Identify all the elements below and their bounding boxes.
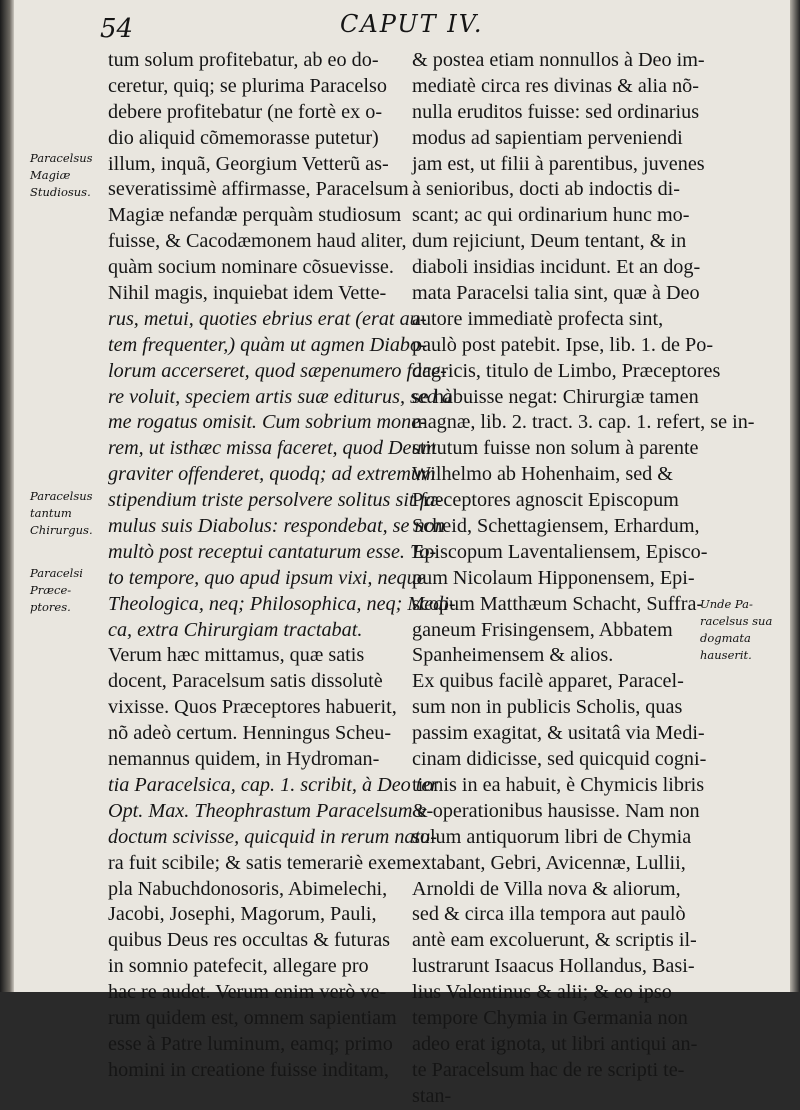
- text-line: illum, inquã, Georgium Vetterũ as-: [108, 152, 389, 175]
- text-line: modus ad sapientiam perveniendi: [412, 126, 683, 149]
- text-line: antè eam excoluerunt, & scriptis il-: [412, 929, 697, 952]
- text-line: Scheid, Schettagiensem, Erhardum,: [412, 515, 700, 538]
- text-line: doctum scivisse, quicquid in rerum natu-: [108, 825, 437, 848]
- text-line: extabant, Gebri, Avicennæ, Lullii,: [412, 851, 686, 874]
- text-line: severatissimè affirmasse, Paracelsum: [108, 178, 409, 201]
- margin-note-line: tantum: [30, 506, 72, 520]
- text-line: sum non in publicis Scholis, quas: [412, 696, 683, 719]
- text-line: graviter offenderet, quodq; ad extremum: [108, 463, 436, 486]
- text-line: tempore Chymia in Germania non: [412, 1006, 688, 1029]
- text-line: tia Paracelsica, cap. 1. scribit, à Deo ter: [108, 773, 439, 796]
- margin-note-line: Præce-: [30, 583, 72, 597]
- text-line: vixisse. Quos Præceptores habuerit,: [108, 696, 397, 719]
- left-text-column: [108, 48, 456, 1084]
- text-line: dum rejiciunt, Deum tentant, & in: [412, 230, 687, 253]
- margin-note-line: Magiæ: [30, 168, 71, 182]
- text-line: Wilhelmo ab Hohenhaim, sed &: [412, 463, 674, 486]
- margin-note-line: Paracelsus: [30, 151, 93, 165]
- text-line: debere profitebatur (ne fortè ex o-: [108, 100, 383, 123]
- margin-note-line: dogmata: [700, 631, 751, 645]
- text-line: lustrarunt Isaacus Hollandus, Basi-: [412, 955, 695, 978]
- text-line: passim exagitat, & usitatâ via Medi-: [412, 722, 705, 745]
- margin-note-line: Chirurgus.: [30, 523, 93, 537]
- text-line: ceretur, quiq; se plurima Paracelso: [108, 74, 387, 97]
- text-line: docent, Paracelsum satis dissolutè: [108, 670, 383, 693]
- text-line: autore immediatè profecta sint,: [412, 307, 664, 330]
- text-line: paulò post patebit. Ipse, lib. 1. de Po-: [412, 333, 714, 356]
- text-line: diaboli insidias incidunt. Et an dog-: [412, 256, 701, 279]
- text-line: tem frequenter,) quàm ut agmen Diabo-: [108, 333, 427, 356]
- text-line: fuisse, & Cacodæmonem haud aliter,: [108, 230, 407, 253]
- text-line: in somnio patefecit, allegare pro: [108, 955, 369, 978]
- margin-note-surgeon: [30, 488, 112, 539]
- text-line: dio aliquid cõmemorasse putetur): [108, 126, 379, 149]
- page-edge-left: [0, 0, 14, 992]
- margin-note-line: Studiosus.: [30, 185, 91, 199]
- text-line: ra fuit scibile; & satis temerariè exem-: [108, 851, 419, 874]
- text-line: Jacobi, Josephi, Magorum, Pauli,: [108, 903, 377, 926]
- text-line: pla Nabuchdonosoris, Abimelechi,: [108, 877, 388, 900]
- text-line: mediatè circa res divinas & alia nõ-: [412, 74, 699, 97]
- margin-note-line: Paracelsi: [30, 566, 83, 580]
- text-line: Opt. Max. Theophrastum Paracelsum e-: [108, 799, 434, 822]
- text-line: te Paracelsum hac de re scripti te-: [412, 1058, 685, 1081]
- text-line: rus, metui, quoties ebrius erat (erat au-: [108, 307, 427, 330]
- text-line: mata Paracelsi talia sint, quæ à Deo: [412, 282, 700, 305]
- text-line: stan-: [412, 1084, 452, 1107]
- text-line: Ex quibus facilè apparet, Paracel-: [412, 670, 684, 693]
- text-line: homini in creatione fuisse inditam,: [108, 1058, 389, 1081]
- running-head: CAPUT IV.: [340, 10, 484, 38]
- margin-note-line: hauserit.: [700, 648, 752, 662]
- text-line: Magiæ nefandæ perquàm studiosum: [108, 204, 402, 227]
- margin-note-magic: [30, 150, 112, 201]
- text-line: & postea etiam nonnullos à Deo im-: [412, 49, 705, 71]
- text-line: lorum accerseret, quod sæpenumero face-: [108, 359, 447, 382]
- text-line: nulla eruditos fuisse: sed ordinarius: [412, 100, 700, 123]
- text-line: ca, extra Chirurgiam tractabat.: [108, 618, 363, 641]
- text-line: sed & circa illa tempora aut paulò: [412, 903, 686, 926]
- text-line: à senioribus, docti ab indoctis di-: [412, 178, 680, 201]
- margin-note-line: Paracelsus: [30, 489, 93, 503]
- text-line: solum antiquorum libri de Chymia: [412, 825, 692, 848]
- text-line: tum solum profitebatur, ab eo do-: [108, 49, 379, 71]
- text-line: scant; ac qui ordinarium hunc mo-: [412, 204, 690, 227]
- text-line: se habuisse negat: Chirurgiæ tamen: [412, 385, 699, 408]
- text-line: me rogatus omisit. Cum sobrium mone-: [108, 411, 427, 434]
- text-line: esse à Patre luminum, eamq; primo: [108, 1032, 393, 1055]
- text-line: & operationibus hausisse. Nam non: [412, 799, 700, 822]
- margin-note-line: racelsus sua: [700, 614, 773, 628]
- margin-note-teachers: [30, 565, 112, 616]
- text-line: nemannus quidem, in Hydroman-: [108, 748, 380, 771]
- text-line: Episcopum Laventaliensem, Episco-: [412, 540, 708, 563]
- text-line: hac re audet. Verum enim verò ve-: [108, 981, 387, 1004]
- text-line: pum Nicolaum Hipponensem, Epi-: [412, 566, 695, 589]
- text-line: to tempore, quo apud ipsum vixi, neque: [108, 566, 426, 589]
- text-line: lius Valentinus & alii; & eo ipso: [412, 981, 672, 1004]
- text-line: Præceptores agnoscit Episcopum: [412, 489, 679, 512]
- text-line: rem, ut isthæc missa faceret, quod Deum: [108, 437, 437, 460]
- margin-note-sources: [700, 596, 795, 664]
- margin-note-line: Unde Pa-: [700, 597, 753, 611]
- text-line: stitutum fuisse non solum à parente: [412, 437, 699, 460]
- text-line: tionis in ea habuit, è Chymicis libris: [412, 773, 705, 796]
- page-number: 54: [100, 14, 134, 44]
- text-line: Verum hæc mittamus, quæ satis: [108, 644, 365, 667]
- text-line: re voluit, speciem artis suæ editurus, sed à: [108, 385, 453, 408]
- text-line: Theologica, neq; Philosophica, neq; Medi-: [108, 592, 456, 615]
- margin-note-line: ptores.: [30, 600, 71, 614]
- text-line: magnæ, lib. 2. tract. 3. cap. 1. refert, se in-: [412, 411, 755, 434]
- text-line: scopum Matthæum Schacht, Suffra-: [412, 592, 704, 615]
- text-line: quibus Deus res occultas & futuras: [108, 929, 391, 952]
- text-line: rum quidem est, omnem sapientiam: [108, 1006, 397, 1029]
- text-line: Nihil magis, inquiebat idem Vette-: [108, 282, 387, 305]
- text-line: adeo erat ignota, ut libri antiqui an-: [412, 1032, 698, 1055]
- page-edge-right: [790, 0, 800, 992]
- text-line: jam est, ut filii à parentibus, juvenes: [412, 152, 705, 175]
- text-line: quàm socium nominare cõsuevisse.: [108, 256, 394, 279]
- text-line: stipendium triste persolvere solitus sit fa-: [108, 489, 443, 512]
- text-line: Arnoldi de Villa nova & aliorum,: [412, 877, 681, 900]
- text-line: ganeum Frisingensem, Abbatem: [412, 618, 673, 641]
- text-line: nõ adeò certum. Henningus Scheu-: [108, 722, 392, 745]
- text-line: multò post receptui cantaturum esse. To-: [108, 540, 437, 563]
- text-line: Spanheimensem & alios.: [412, 644, 614, 667]
- text-line: cinam didicisse, sed quicquid cogni-: [412, 748, 707, 771]
- text-line: dagricis, titulo de Limbo, Præceptores: [412, 359, 721, 382]
- text-line: mulus suis Diabolus: respondebat, se non: [108, 515, 445, 538]
